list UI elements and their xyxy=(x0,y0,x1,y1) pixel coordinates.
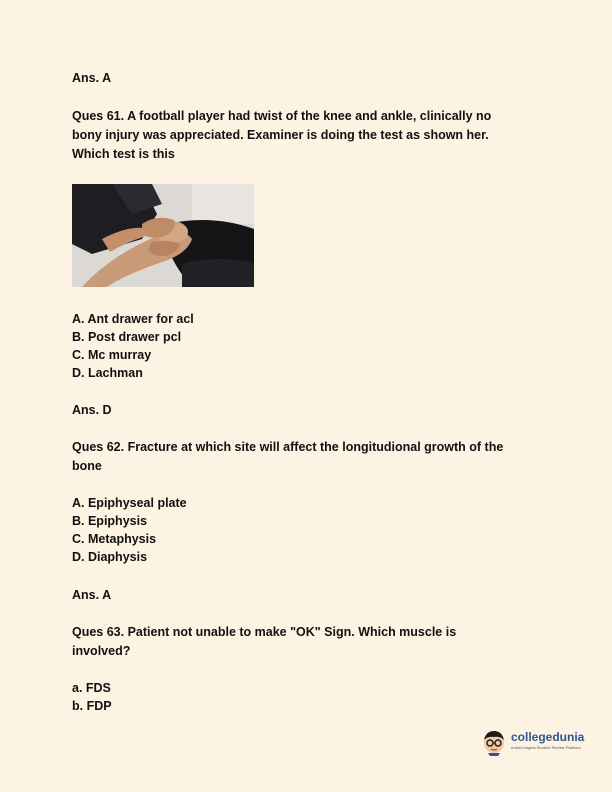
question-61-line-3: Which test is this xyxy=(72,147,175,161)
question-61-option-b: B. Post drawer pcl xyxy=(72,330,182,344)
question-63-line-2: involved? xyxy=(72,644,131,658)
answer-62: Ans. A xyxy=(72,588,112,602)
question-63-line-1: Ques 63. Patient not unable to make "OK" Sign. Which muscle is xyxy=(72,625,457,639)
question-61-option-c: C. Mc murray xyxy=(72,348,152,362)
mascot-icon xyxy=(480,728,508,756)
answer-60: Ans. A xyxy=(72,71,112,85)
question-61-line-2: bony injury was appreciated. Examiner is doing the test as shown her. xyxy=(72,128,489,142)
knee-examination-photo xyxy=(72,184,254,287)
question-61-option-a: A. Ant drawer for acl xyxy=(72,312,194,326)
question-61-line-1: Ques 61. A football player had twist of the knee and ankle, clinically no xyxy=(72,109,492,123)
answer-61: Ans. D xyxy=(72,403,112,417)
logo-wordmark: collegedunia xyxy=(511,730,585,744)
question-63-option-a: a. FDS xyxy=(72,681,111,695)
question-62-option-c: C. Metaphysis xyxy=(72,532,157,546)
knee-examination-illustration xyxy=(72,184,254,287)
question-62-line-2: bone xyxy=(72,459,102,473)
logo-tagline: India's largest Student Review Platform xyxy=(511,745,581,750)
question-62-option-a: A. Epiphyseal plate xyxy=(72,496,187,510)
question-63-option-b: b. FDP xyxy=(72,699,112,713)
collegedunia-logo xyxy=(480,728,592,756)
question-62-option-d: D. Diaphysis xyxy=(72,550,148,564)
question-62-line-1: Ques 62. Fracture at which site will affect the longitudional growth of the xyxy=(72,440,504,454)
question-61-option-d: D. Lachman xyxy=(72,366,143,380)
question-62-option-b: B. Epiphysis xyxy=(72,514,148,528)
